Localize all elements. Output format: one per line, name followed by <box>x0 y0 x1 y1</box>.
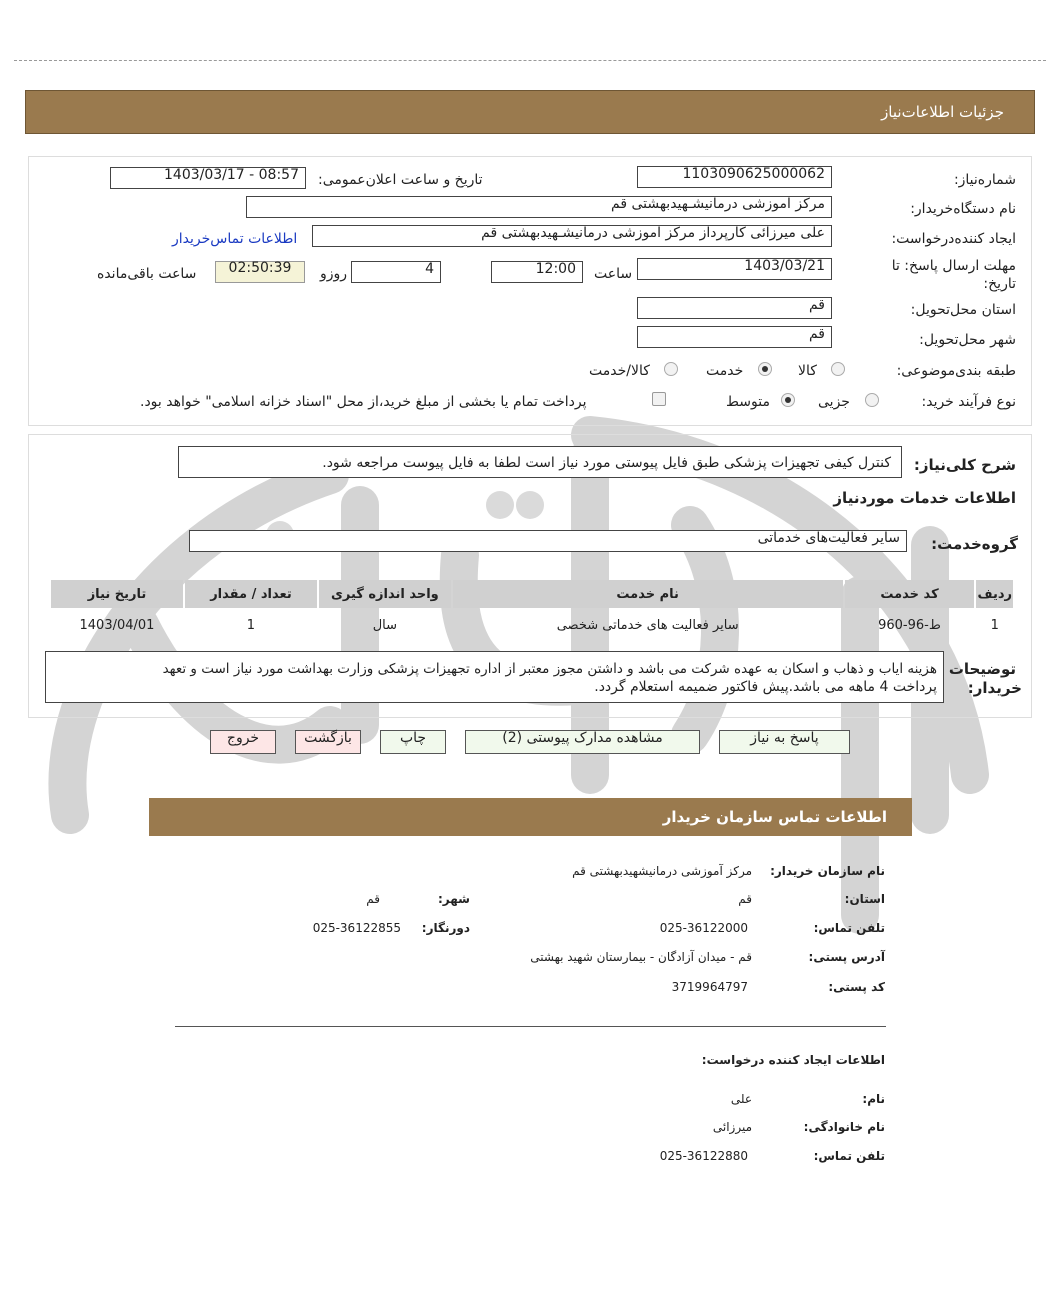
treasury-payment-note: پرداخت تمام یا بخشی از مبلغ خرید،از محل "اسناد خزانه اسلامی" خواهد بود. <box>140 394 587 410</box>
process-label: نوع فرآیند خرید: <box>921 394 1016 410</box>
creator-family-value: میرزائی <box>712 1120 752 1134</box>
contact-phone-value: 025-36122000 <box>659 921 748 935</box>
reply-button[interactable]: پاسخ به نیاز <box>719 730 850 754</box>
category-goods-label: کالا <box>798 363 817 379</box>
description-text: کنترل کیفی تجهیزات پزشکی طبق فایل پیوستی مورد نیاز است لطفا به فایل پیوست مراجعه شود. <box>178 446 902 478</box>
cell-unit: سال <box>372 617 398 633</box>
services-table <box>49 578 1015 642</box>
creator-name-value: علی <box>730 1092 752 1106</box>
creator-name-label: نام: <box>862 1092 885 1106</box>
col-date-header: تاریخ نیاز <box>51 580 183 608</box>
deadline-time-field: 12:00 <box>491 261 583 283</box>
contact-address-value: قم - میدان آزادگان - بیمارستان شهید بهشتی <box>530 950 752 964</box>
page-header <box>25 90 1035 134</box>
process-minor-radio[interactable] <box>865 393 879 407</box>
services-table-wrap <box>45 578 1015 642</box>
creator-label: ایجاد کننده‌درخواست: <box>891 231 1016 247</box>
buyer-notes-label: توضیحات <box>948 660 1016 678</box>
creator-family-label: نام خانوادگی: <box>803 1120 885 1134</box>
contact-org-value: مرکز آموزشی درمانیشهیدبهشتی قم <box>572 864 752 878</box>
contact-city-value: قم <box>366 892 380 906</box>
process-medium-label: متوسط <box>726 394 770 410</box>
service-group-field: سایر فعالیت‌های خدماتی <box>189 530 907 552</box>
contact-fax-value: 025-36122855 <box>312 921 401 935</box>
need-number-label: شماره‌نیاز: <box>953 172 1016 188</box>
contact-province-label: استان: <box>844 892 885 906</box>
print-button[interactable]: چاپ <box>380 730 446 754</box>
deadline-label-date: تاریخ: <box>983 276 1016 292</box>
category-goods-service-label: کالا/خدمت <box>589 363 650 379</box>
process-minor-label: جزیی <box>818 394 850 410</box>
days-label: روزو <box>320 266 348 282</box>
category-service-label: خدمت <box>706 363 744 379</box>
category-goods-radio[interactable] <box>831 362 845 376</box>
city-field: قم <box>637 326 832 348</box>
contact-divider <box>175 1026 886 1027</box>
buyer-org-field: مرکز آموزشی درمانیشـهیدبهشتی قم <box>246 196 832 218</box>
contact-address-label: آدرس پستی: <box>808 950 885 964</box>
announce-date-field: 1403/03/17 - 08:57 <box>110 167 306 189</box>
buyer-notes-label-2: خریدار: <box>967 679 1022 697</box>
province-label: استان محل‌تحویل: <box>910 302 1016 318</box>
cell-name: سایر فعالیت های خدماتی شخصی <box>556 617 739 633</box>
deadline-label: مهلت ارسال پاسخ: تا <box>891 258 1016 274</box>
need-number-field: 1103090625000062 <box>637 166 832 188</box>
deadline-date-field: 1403/03/21 <box>637 258 832 280</box>
service-group-label: گروه‌خدمت: <box>931 535 1018 553</box>
treasury-payment-checkbox[interactable] <box>652 392 666 406</box>
contact-fax-label: دورنگار: <box>421 921 470 935</box>
category-label: طبقه بندی‌موضوعی: <box>896 363 1016 379</box>
attachments-button[interactable]: مشاهده مدارک پیوستی (2) <box>465 730 700 754</box>
cell-qty: 1 <box>246 617 256 633</box>
cell-code: ط-96-960 <box>878 617 941 633</box>
remaining-days-field: 4 <box>351 261 441 283</box>
col-qty-header: تعداد / مقدار <box>185 580 317 608</box>
col-row-header: ردیف <box>976 580 1013 608</box>
buyer-contact-link[interactable]: اطلاعات تماس‌خریدار <box>172 231 298 247</box>
contact-section-title: اطلاعات تماس سازمان خریدار <box>662 808 887 826</box>
contact-city-label: شهر: <box>438 892 470 906</box>
deadline-time-label: ساعت <box>594 266 633 282</box>
city-label: شهر محل‌تحویل: <box>919 332 1016 348</box>
creator-phone-label: تلفن تماس: <box>813 1149 885 1163</box>
table-header-row <box>51 580 1013 608</box>
province-field: قم <box>637 297 832 319</box>
contact-province-value: قم <box>738 892 752 906</box>
top-divider <box>14 60 1046 61</box>
contact-org-label: نام سازمان خریدار: <box>770 864 885 878</box>
exit-button[interactable]: خروج <box>210 730 276 754</box>
col-name-header: نام خدمت <box>453 580 843 608</box>
contact-postal-label: کد پستی: <box>828 980 885 994</box>
category-goods-service-radio[interactable] <box>664 362 678 376</box>
creator-info-title: اطلاعات ایجاد کننده درخواست: <box>701 1053 885 1067</box>
services-title: اطلاعات خدمات موردنیاز <box>833 489 1016 507</box>
creator-field: علی میرزائی کارپرداز مرکز آموزشی درمانیشـهیدبهشتی قم <box>312 225 832 247</box>
category-service-radio[interactable] <box>758 362 772 376</box>
process-medium-radio[interactable] <box>781 393 795 407</box>
contact-postal-value: 3719964797 <box>671 980 748 994</box>
buyer-notes-line-1: هزینه ایاب و ذهاب و اسکان به عهده شرکت می باشد و داشتن مجوز معتبر از اداره تجهیزات پزشکی وزارت بهداشت مورد نیاز است و تعهد <box>162 661 937 677</box>
announce-date-label: تاریخ و ساعت اعلان‌عمومی: <box>318 172 483 188</box>
creator-phone-value: 025-36122880 <box>659 1149 748 1163</box>
col-unit-header: واحد اندازه گیری <box>319 580 451 608</box>
buyer-notes-line-2: پرداخت 4 ماهه می باشد.پیش فاکتور ضمیمه استعلام گردد. <box>594 679 937 695</box>
buyer-org-label: نام دستگاه‌خریدار: <box>910 201 1016 217</box>
col-code-header: کد خدمت <box>845 580 975 608</box>
page-title: جزئیات اطلاعات‌نیاز <box>881 103 1004 121</box>
remaining-time-field: 02:50:39 <box>215 261 305 283</box>
contact-phone-label: تلفن تماس: <box>813 921 885 935</box>
buyer-notes-box <box>45 651 944 703</box>
cell-date: 1403/04/01 <box>79 617 155 633</box>
table-row <box>51 610 1013 640</box>
cell-row: 1 <box>990 617 999 633</box>
back-button[interactable]: بازگشت <box>295 730 361 754</box>
description-label: شرح کلی‌نیاز: <box>913 456 1016 474</box>
contact-section-header <box>149 798 912 836</box>
remaining-time-label: ساعت باقی‌مانده <box>97 266 197 282</box>
